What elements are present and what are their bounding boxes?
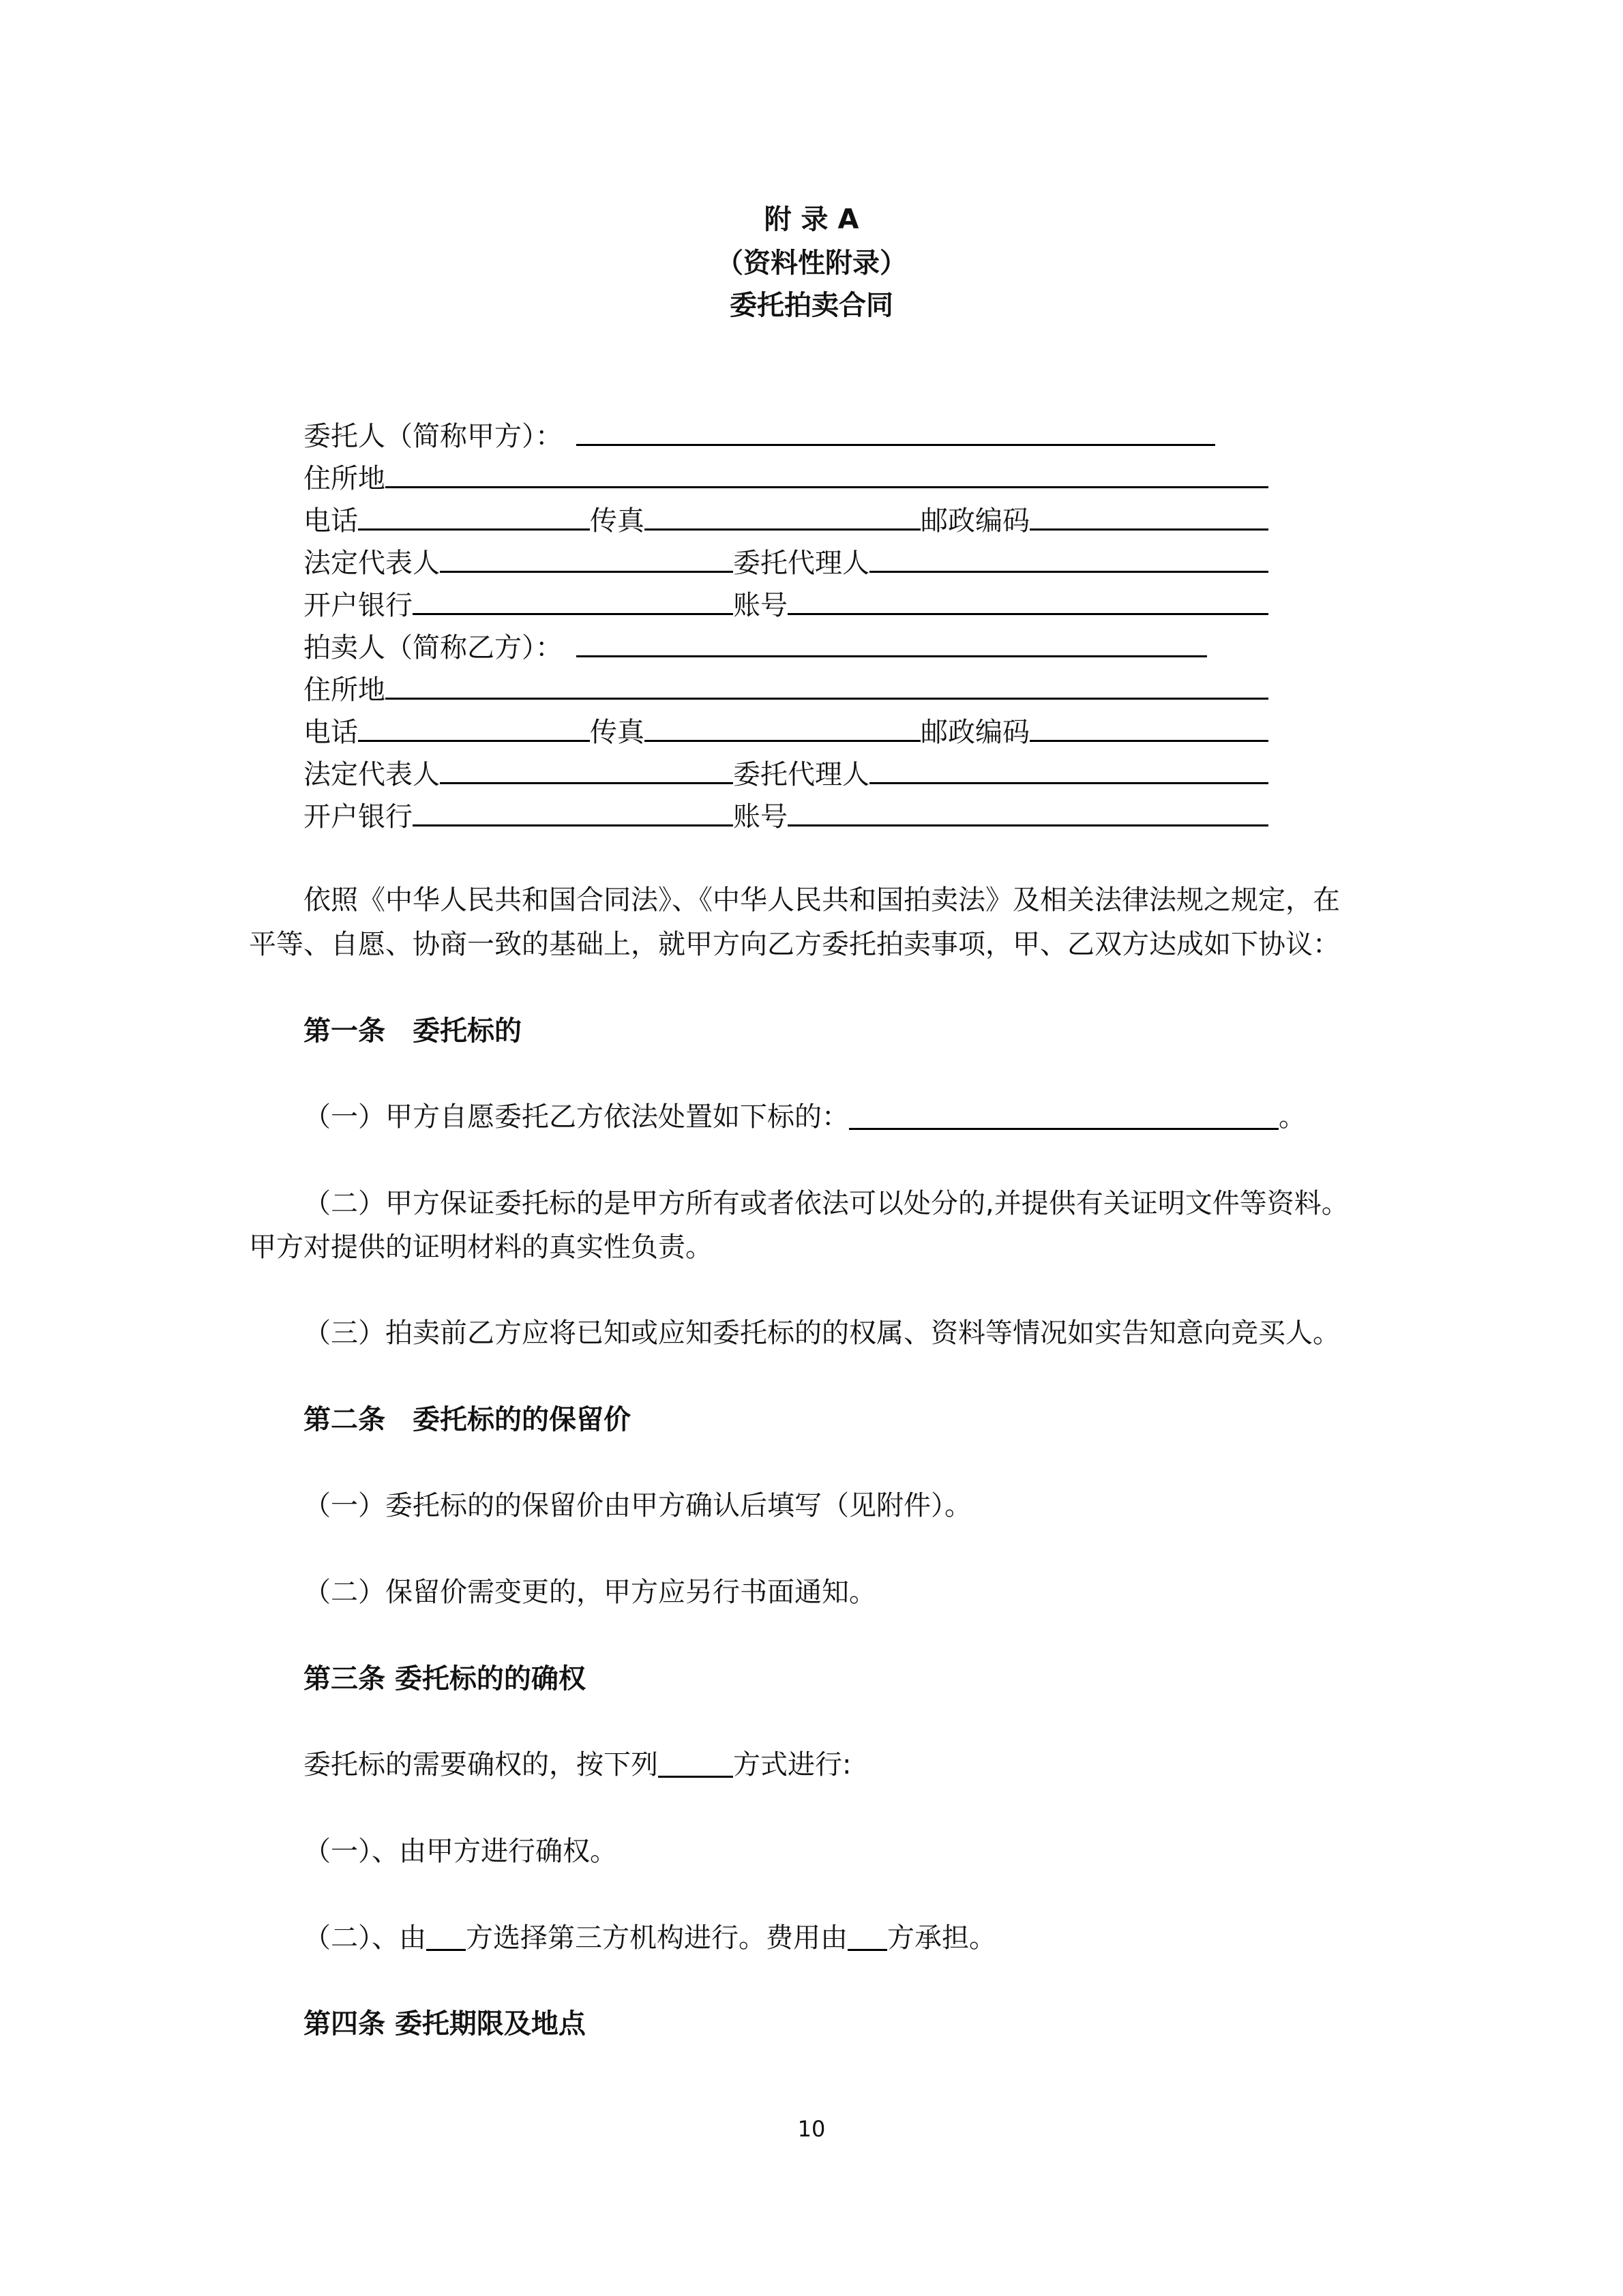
party-a-bank-field[interactable] (413, 613, 733, 615)
party-a-postcode-label: 邮政编码 (921, 505, 1030, 537)
party-a-fax-label: 传真 (590, 505, 644, 537)
article-3-item-2 (303, 1924, 996, 1952)
party-b-bank-label: 开户银行 (303, 801, 413, 833)
article-3-intro (303, 1751, 851, 1778)
party-b-bank-field[interactable] (413, 824, 733, 826)
article-3-heading: 第三条 委托标的的确权 (303, 1663, 586, 1695)
party-b-legal-rep-field[interactable] (440, 782, 733, 784)
article-1-item-1-end: 。 (1279, 1101, 1306, 1133)
preamble-line-1: 依照《中华人民共和国合同法》、《中华人民共和国拍卖法》及相关法律法规之规定，在 (303, 884, 1340, 916)
article-4-heading: 第四条 委托期限及地点 (303, 2008, 586, 2040)
article-3-item-2-text-a: （二）、由 (303, 1922, 426, 1954)
party-b-fax-field[interactable] (644, 740, 921, 742)
party-b-agent-field[interactable] (869, 782, 1268, 784)
article-3-item-2-text-c: 方承担。 (887, 1922, 996, 1954)
article-3-intro-text: 委托标的需要确权的，按下列 (303, 1749, 658, 1780)
party-a-account-label: 账号 (733, 590, 788, 621)
article-2-item-2: （二）保留价需变更的，甲方应另行书面通知。 (303, 1577, 876, 1608)
party-b-postcode-field[interactable] (1030, 740, 1268, 742)
article-3-item-2-text-b: 方选择第三方机构进行。费用由 (466, 1922, 848, 1954)
party-a-legal-rep-label: 法定代表人 (303, 548, 440, 579)
article-3-item-1: （一）、由甲方进行确权。 (303, 1836, 617, 1867)
article-1-item-1 (303, 1103, 1306, 1131)
party-b-address-label: 住所地 (303, 674, 385, 706)
party-a-name-field[interactable] (576, 444, 1215, 446)
party-a-legal-rep-field[interactable] (440, 571, 733, 573)
article-3-party-field[interactable] (426, 1949, 466, 1951)
party-a-agent-field[interactable] (869, 571, 1268, 573)
party-b-label: 拍卖人（简称乙方）： (303, 632, 563, 664)
party-a-phone-label: 电话 (303, 505, 358, 537)
article-3-cost-party-field[interactable] (848, 1949, 887, 1951)
party-b-account-label: 账号 (733, 801, 788, 833)
party-b-fax-label: 传真 (590, 717, 644, 748)
party-b-address-field[interactable] (385, 698, 1268, 700)
party-a-bank-label: 开户银行 (303, 590, 413, 621)
article-3-intro-end: 方式进行: (733, 1749, 852, 1780)
document-title: 委托拍卖合同 (730, 290, 893, 321)
party-a-account-field[interactable] (788, 613, 1268, 615)
party-a-agent-label: 委托代理人 (733, 548, 869, 579)
party-a-fax-field[interactable] (644, 528, 921, 531)
article-1-item-2-line-1: （二）甲方保证委托标的是甲方所有或者依法可以处分的,并提供有关证明文件等资料。 (303, 1188, 1349, 1219)
article-1-item-2-line-2: 甲方对提供的证明材料的真实性负责。 (249, 1232, 713, 1263)
article-2-item-1: （一）委托标的的保留价由甲方确认后填写（见附件）。 (303, 1490, 972, 1521)
appendix-title: 附 录 A (764, 204, 859, 235)
page-number: 10 (797, 2116, 826, 2142)
article-1-item-3: （三）拍卖前乙方应将已知或应知委托标的的权属、资料等情况如实告知意向竞买人。 (303, 1317, 1340, 1349)
preamble-line-2: 平等、自愿、协商一致的基础上，就甲方向乙方委托拍卖事项，甲、乙双方达成如下协议： (249, 929, 1340, 960)
article-1-subject-field[interactable] (849, 1128, 1279, 1130)
party-a-phone-field[interactable] (358, 528, 590, 531)
article-3-method-field[interactable] (658, 1776, 733, 1778)
party-a-label: 委托人（简称甲方）： (303, 421, 563, 452)
appendix-subtitle: （资料性附录） (716, 248, 907, 279)
party-b-phone-label: 电话 (303, 717, 358, 748)
party-b-postcode-label: 邮政编码 (921, 717, 1030, 748)
party-a-address-label: 住所地 (303, 463, 385, 494)
party-a-postcode-field[interactable] (1030, 528, 1268, 531)
article-1-item-1-text: （一）甲方自愿委托乙方依法处置如下标的： (303, 1101, 849, 1133)
party-b-phone-field[interactable] (358, 740, 590, 742)
article-1-heading: 第一条 委托标的 (303, 1015, 522, 1047)
party-b-name-field[interactable] (576, 655, 1207, 657)
party-b-legal-rep-label: 法定代表人 (303, 759, 440, 790)
article-2-heading: 第二条 委托标的的保留价 (303, 1404, 631, 1435)
party-b-agent-label: 委托代理人 (733, 759, 869, 790)
party-a-address-field[interactable] (385, 486, 1268, 488)
party-b-account-field[interactable] (788, 824, 1268, 826)
